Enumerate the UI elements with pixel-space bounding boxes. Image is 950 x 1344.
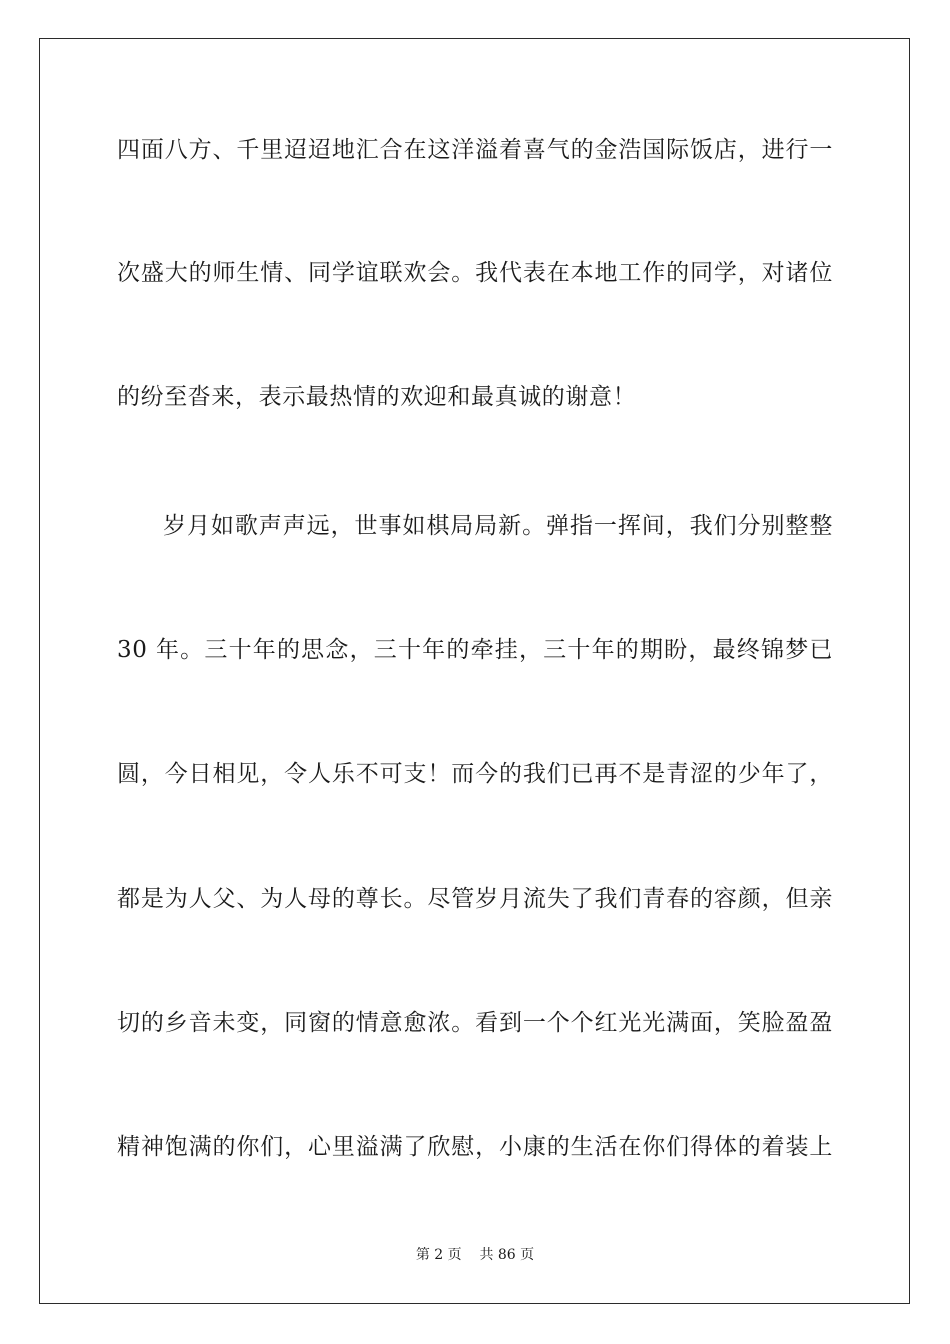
text-line: 岁月如歌声声远，世事如棋局局新。弹指一挥间，我们分别整整 — [163, 513, 833, 539]
text-line: 次盛大的师生情、同学谊联欢会。我代表在本地工作的同学，对诸位 — [117, 260, 833, 286]
text-line: 圆，今日相见，令人乐不可支！而今的我们已再不是青涩的少年了， — [117, 761, 833, 787]
text-line: 四面八方、千里迢迢地汇合在这洋溢着喜气的金浩国际饭店，进行一 — [117, 137, 833, 163]
page-number: 第 2 页 — [415, 1247, 462, 1263]
page-border — [39, 38, 910, 1304]
text-line: 30 年。三十年的思念，三十年的牵挂，三十年的期盼，最终锦梦已 — [117, 637, 833, 663]
text-line: 精神饱满的你们，心里溢满了欣慰，小康的生活在你们得体的着装上 — [117, 1134, 833, 1160]
page-total: 共 86 页 — [479, 1247, 535, 1263]
text-line: 都是为人父、为人母的尊长。尽管岁月流失了我们青春的容颜，但亲 — [117, 886, 833, 912]
text-line: 切的乡音未变，同窗的情意愈浓。看到一个个红光光满面，笑脸盈盈 — [117, 1010, 833, 1036]
text-line: 的纷至沓来，表示最热情的欢迎和最真诚的谢意！ — [117, 384, 637, 410]
page-footer — [0, 1245, 950, 1265]
